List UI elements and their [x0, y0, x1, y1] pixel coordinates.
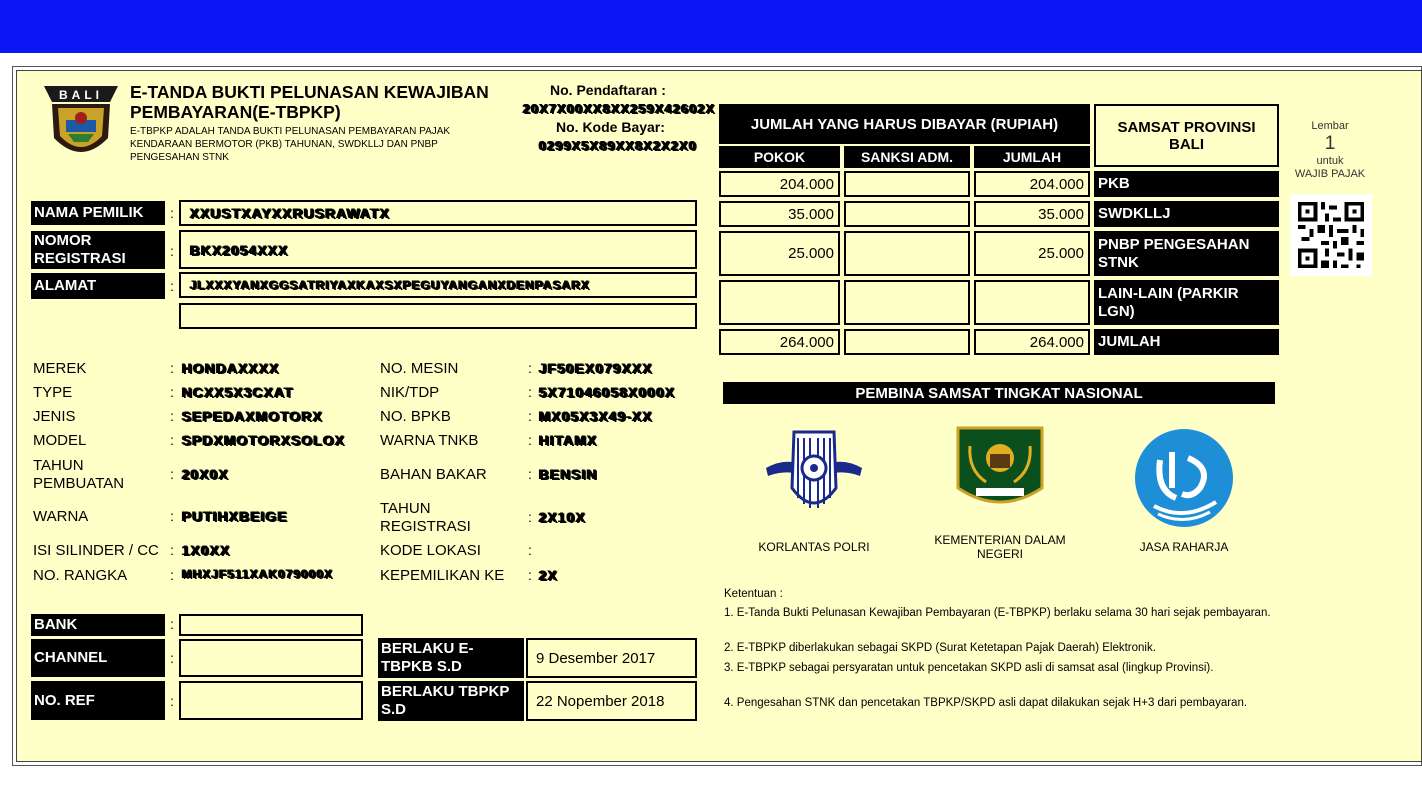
detail-label-no-bpkb: NO. BPKB [380, 408, 451, 425]
alamat-field [179, 272, 697, 298]
colon: : [528, 567, 532, 583]
colon: : [170, 542, 174, 558]
detail-value-tahun-pembuatan: 20X0X [181, 466, 229, 482]
detail-value-kepemilikan-ke: 2X [538, 567, 558, 583]
colon: : [528, 384, 532, 400]
colon: : [528, 509, 532, 525]
bank-label: BANK [31, 614, 165, 636]
lembar-number: 1 [1324, 133, 1336, 154]
detail-value-no-rangka: MHXJF511XAK079000X [181, 567, 333, 581]
alamat-field-line2 [179, 303, 697, 329]
detail-value-nik-tdp: 5X71046058X000X [538, 384, 675, 400]
detail-value-bahan-bakar: BENSIN [538, 466, 597, 482]
detail-value-type: NCXX5X3CXAT [181, 384, 293, 400]
pnbp-label: PNBP PENGESAHAN STNK [1094, 231, 1279, 276]
pnbp-pokok: 25.000 [719, 231, 840, 276]
nama-pemilik-value: XXUSTXAYXXRUSRAWATX [189, 205, 390, 221]
detail-value-merek: HONDAXXXX [181, 360, 279, 376]
detail-label-nik-tdp: NIK/TDP [380, 384, 440, 401]
berlaku-tbpkp-value: 22 Nopember 2018 [536, 692, 665, 710]
detail-label-bahan-bakar: BAHAN BAKAR [380, 466, 487, 483]
nomor-registrasi-value: BKX2054XXX [189, 241, 288, 258]
alamat-value: JLXXXYANXGGSATRIYAXKAXSXPEGUYANGANXDENPASARX [189, 278, 590, 292]
detail-label-isi-silinder: ISI SILINDER / CC [33, 542, 159, 559]
detail-value-jenis: SEPEDAXMOTORX [181, 408, 323, 424]
nomor-registrasi-label: NOMOR REGISTRASI [31, 231, 165, 269]
ketentuan-item-1: 1. E-Tanda Bukti Pelunasan Kewajiban Pembayaran (E-TBPKP) berlaku selama 30 hari sejak pembayaran. [724, 607, 1271, 619]
colon: : [170, 360, 174, 376]
channel-label: CHANNEL [31, 639, 165, 677]
kemendagri-logo [956, 426, 1044, 516]
colon: : [528, 432, 532, 448]
lainlain-sanksi [844, 280, 970, 325]
no-kode-bayar-value: 0299X5X89XX8X2X2X0 [538, 138, 697, 153]
lainlain-jumlah [974, 280, 1090, 325]
jasa-raharja-logo [1134, 428, 1234, 528]
colon: : [528, 360, 532, 376]
col-jumlah-header: JUMLAH [974, 146, 1090, 168]
alamat-label: ALAMAT [31, 273, 165, 299]
no-kode-bayar-label: No. Kode Bayar: [556, 119, 665, 135]
title-line-1: E-TANDA BUKTI PELUNASAN KEWAJIBAN [130, 82, 489, 102]
total-pokok: 264.000 [719, 329, 840, 355]
berlaku-etbpkb-label: BERLAKU E-TBPKB S.D [378, 638, 524, 678]
detail-label-warna-tnkb: WARNA TNKB [380, 432, 479, 449]
colon: : [170, 205, 174, 221]
total-label: JUMLAH [1094, 329, 1279, 355]
polda-bali-logo [38, 80, 124, 166]
detail-label-warna: WARNA [33, 508, 89, 525]
detail-value-no-mesin: JF50EX079XXX [538, 360, 652, 376]
colon: : [170, 650, 174, 666]
pkb-pokok: 204.000 [719, 171, 840, 197]
colon: : [170, 567, 174, 583]
lembar-recipient: WAJIB PAJAK [1294, 168, 1366, 180]
detail-label-no-mesin: NO. MESIN [380, 360, 459, 377]
detail-value-warna-tnkb: HITAMX [538, 432, 597, 448]
colon: : [170, 466, 174, 482]
lainlain-label: LAIN-LAIN (PARKIR LGN) [1094, 280, 1279, 325]
jasa-raharja-label: JASA RAHARJA [1139, 540, 1229, 554]
pnbp-sanksi [844, 231, 970, 276]
lembar-label: Lembar [1311, 120, 1349, 132]
title-line-2: PEMBAYARAN(E-TBPKP) [130, 102, 341, 122]
detail-label-merek: MEREK [33, 360, 87, 377]
swdkllj-sanksi [844, 201, 970, 227]
berlaku-etbpkb-value: 9 Desember 2017 [536, 649, 656, 667]
nama-pemilik-label: NAMA PEMILIK [31, 201, 165, 225]
detail-label-tahun-pembuatan: TAHUN PEMBUATAN [33, 457, 125, 492]
colon: : [170, 432, 174, 448]
no-ref-label: NO. REF [31, 681, 165, 720]
bank-field [179, 614, 363, 636]
no-pendaftaran-value: 20X7X00XX8XX259X42602X [522, 101, 715, 116]
detail-value-warna: PUTIHXBEIGE [181, 508, 287, 524]
ketentuan-title: Ketentuan : [724, 588, 783, 600]
colon: : [170, 616, 174, 632]
pkb-jumlah: 204.000 [974, 171, 1090, 197]
total-jumlah: 264.000 [974, 329, 1090, 355]
colon: : [170, 243, 174, 259]
colon: : [170, 693, 174, 709]
colon: : [170, 278, 174, 294]
document-subtitle: E-TBPKP ADALAH TANDA BUKTI PELUNASAN PEMBAYARAN PAJAK KENDARAAN BERMOTOR (PKB) TAHUNAN, SWDKLLJ DAN PNBP PENGESAHAN STNK [130, 126, 451, 163]
detail-value-model: SPDXMOTORXSOLOX [181, 432, 345, 448]
channel-field [179, 639, 363, 677]
top-app-bar [0, 0, 1422, 53]
detail-label-no-rangka: NO. RANGKA [33, 567, 128, 584]
col-sanksi-header: SANKSI ADM. [844, 146, 970, 168]
lembar-untuk: untuk [1316, 155, 1344, 167]
pkb-label: PKB [1094, 171, 1279, 197]
detail-value-no-bpkb: MX05X3X49-XX [538, 408, 652, 424]
ketentuan-item-2: 2. E-TBPKP diberlakukan sebagai SKPD (Surat Ketetapan Pajak Daerah) Elektronik. [724, 642, 1156, 654]
pembina-title: PEMBINA SAMSAT TINGKAT NASIONAL [723, 382, 1275, 404]
detail-label-jenis: JENIS [33, 408, 76, 425]
qr-code [1290, 194, 1372, 276]
colon: : [170, 408, 174, 424]
pkb-sanksi [844, 171, 970, 197]
detail-label-model: MODEL [33, 432, 87, 449]
kemendagri-label: KEMENTERIAN DALAM NEGERI [934, 533, 1066, 561]
logo-text: BALI [59, 88, 103, 102]
lembar-info [1290, 120, 1370, 181]
swdkllj-label: SWDKLLJ [1094, 201, 1279, 227]
ketentuan-item-3: 3. E-TBPKP sebagai persyaratan untuk pencetakan SKPD asli di samsat asal (lingkup Provinsi). [724, 662, 1214, 674]
col-pokok-header: POKOK [719, 146, 840, 168]
colon: : [170, 384, 174, 400]
korlantas-label: KORLANTAS POLRI [758, 540, 870, 554]
detail-label-kepemilikan-ke: KEPEMILIKAN KE [380, 567, 505, 584]
colon: : [528, 466, 532, 482]
no-pendaftaran-label: No. Pendaftaran : [550, 82, 666, 98]
korlantas-logo [764, 428, 864, 524]
no-ref-field [179, 681, 363, 720]
detail-label-tahun-registrasi: TAHUN REGISTRASI [380, 500, 471, 535]
ketentuan-item-4: 4. Pengesahan STNK dan pencetakan TBPKP/SKPD asli dapat dilakukan sejak H+3 dari pembayaran. [724, 697, 1248, 709]
total-sanksi [844, 329, 970, 355]
lainlain-pokok [719, 280, 840, 325]
detail-value-isi-silinder: 1X0XX [181, 542, 230, 558]
nomor-registrasi-field [179, 230, 697, 269]
colon: : [528, 408, 532, 424]
payment-header-title: JUMLAH YANG HARUS DIBAYAR (RUPIAH) [719, 104, 1090, 144]
samsat-provinsi-box: SAMSAT PROVINSI BALI [1094, 104, 1279, 167]
detail-label-type: TYPE [33, 384, 73, 401]
nama-pemilik-field [179, 200, 697, 226]
detail-label-kode-lokasi: KODE LOKASI [380, 542, 481, 559]
berlaku-etbpkb-field [526, 638, 697, 678]
document-title [130, 82, 510, 122]
berlaku-tbpkp-label: BERLAKU TBPKP S.D [378, 681, 524, 721]
pnbp-jumlah: 25.000 [974, 231, 1090, 276]
berlaku-tbpkp-field [526, 681, 697, 721]
swdkllj-jumlah: 35.000 [974, 201, 1090, 227]
colon: : [170, 508, 174, 524]
swdkllj-pokok: 35.000 [719, 201, 840, 227]
detail-value-tahun-registrasi: 2X10X [538, 509, 586, 525]
colon: : [528, 542, 532, 558]
